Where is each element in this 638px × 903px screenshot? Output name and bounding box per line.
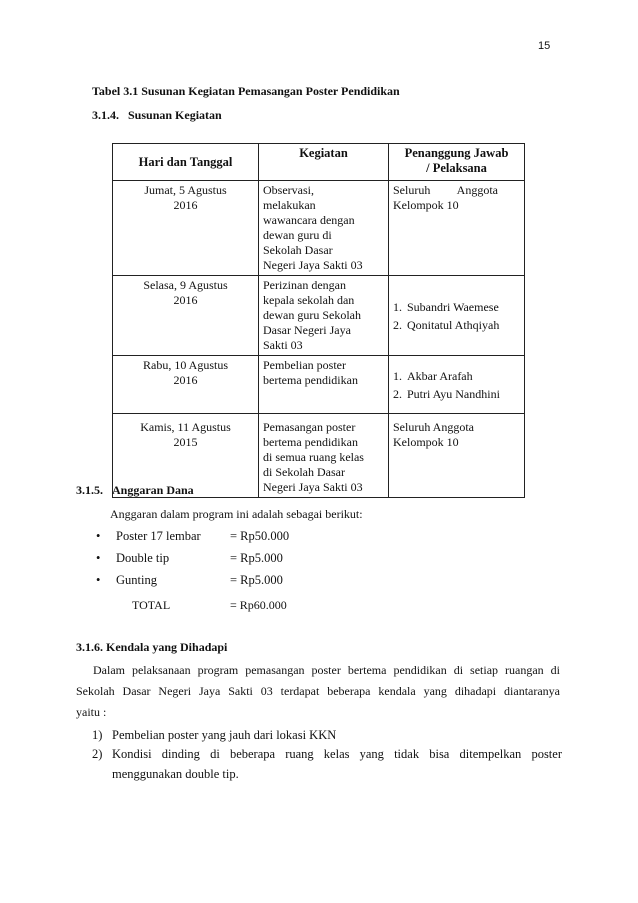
activity-line: dewan guru di (263, 228, 332, 242)
activity-cell (259, 414, 389, 498)
activity-line: Negeri Jaya Sakti 03 (263, 480, 363, 494)
activity-line: di Sekolah Dasar (263, 465, 345, 479)
budget-item-value: = Rp50.000 (230, 529, 290, 543)
activity-line: di semua ruang kelas (263, 450, 364, 464)
obstacle-item (92, 744, 562, 784)
pic-line: Kelompok 10 (393, 435, 459, 449)
section-3-1-5-heading (76, 483, 194, 498)
budget-item-label: Poster 17 lembar (116, 529, 201, 543)
header-activity: Kegiatan (259, 144, 389, 181)
budget-item (96, 573, 283, 588)
date-cell (113, 276, 259, 356)
list-item (393, 385, 520, 403)
obstacle-text: Pembelian poster yang jauh dari lokasi KKN (112, 728, 337, 742)
date-line: Kamis, 11 Agustus (140, 420, 231, 434)
budget-item (96, 529, 289, 544)
date-line: 2016 (173, 198, 198, 212)
activity-line: Negeri Jaya Sakti 03 (263, 258, 363, 272)
header-date: Hari dan Tanggal (113, 144, 259, 181)
table-row (113, 276, 525, 356)
list-number: 1) (92, 728, 103, 742)
budget-item-value: = Rp5.000 (230, 573, 283, 587)
budget-total-label: TOTAL (132, 598, 171, 612)
table-caption: Tabel 3.1 Susunan Kegiatan Pemasangan Poster Pendidikan (92, 84, 400, 98)
activity-line: Sakti 03 (263, 338, 303, 352)
list-number: 2. (393, 386, 402, 401)
budget-item-label: Gunting (116, 573, 157, 587)
section-number: 3.1.5. (76, 483, 103, 497)
bullet-icon: • (96, 551, 101, 565)
bullet-icon: • (96, 573, 101, 587)
activity-line: dewan guru Sekolah (263, 308, 361, 322)
pic-line: Seluruh Anggota (393, 420, 474, 434)
list-item (393, 367, 520, 385)
activity-line: Pemasangan poster (263, 420, 356, 434)
activity-line: Perizinan dengan (263, 278, 346, 292)
activity-line: bertema pendidikan (263, 373, 358, 387)
table-header-row (113, 144, 525, 181)
pic-name: Subandri Waemese (407, 299, 499, 314)
activity-line: Observasi, (263, 183, 314, 197)
list-number: 2) (92, 747, 103, 761)
date-line: 2016 (173, 293, 198, 307)
section-title: Susunan Kegiatan (128, 108, 222, 122)
paragraph-line: Dalam pelaksanaan program pemasangan poster bertema pendidikan di setiap ruangan di (93, 663, 560, 677)
budget-total-value: = Rp60.000 (230, 598, 287, 612)
list-number: 1. (393, 368, 402, 383)
budget-intro: Anggaran dalam program ini adalah sebagai berikut: (110, 507, 363, 521)
obstacle-text (112, 744, 562, 784)
pic-line: Seluruh Anggota (393, 183, 498, 197)
pic-list (393, 298, 520, 334)
pic-cell (389, 356, 525, 414)
date-cell (113, 356, 259, 414)
obstacle-line: menggunakan double tip. (112, 767, 239, 781)
pic-name: Qonitatul Athqiyah (407, 317, 500, 332)
activity-line: wawancara dengan (263, 213, 355, 227)
date-line: Rabu, 10 Agustus (142, 358, 228, 372)
activity-line: kepala sekolah dan (263, 293, 355, 307)
pic-cell (389, 414, 525, 498)
bullet-icon: • (96, 529, 101, 543)
budget-item-value: = Rp5.000 (230, 551, 283, 565)
pic-cell (389, 181, 525, 276)
activity-line: Pembelian poster (263, 358, 346, 372)
list-number: 2. (393, 317, 402, 332)
pic-cell (389, 276, 525, 356)
pic-name: Akbar Arafah (407, 368, 473, 383)
date-line: Selasa, 9 Agustus (143, 278, 228, 292)
table-row (113, 181, 525, 276)
paragraph-line: yaitu : (76, 705, 107, 719)
list-item (393, 298, 520, 316)
section-number: 3.1.4. (92, 108, 119, 122)
list-number: 1. (393, 299, 402, 314)
paragraph-line: Sekolah Dasar Negeri Jaya Sakti 03 terdapat beberapa kendala yang dihadapi diantaranya (76, 684, 560, 698)
activity-line: bertema pendidikan (263, 435, 358, 449)
list-item (393, 316, 520, 334)
date-cell (113, 181, 259, 276)
date-line: Jumat, 5 Agustus (144, 183, 227, 197)
pic-line: Kelompok 10 (393, 198, 459, 212)
obstacle-line: Kondisi dinding di beberapa ruang kelas yang tidak bisa ditempelkan poster (112, 747, 562, 761)
activity-line: Dasar Negeri Jaya (263, 323, 351, 337)
activity-line: melakukan (263, 198, 316, 212)
activity-cell (259, 276, 389, 356)
obstacle-item (92, 725, 562, 745)
activity-cell (259, 356, 389, 414)
pic-name: Putri Ayu Nandhini (407, 386, 500, 401)
pic-list (393, 367, 520, 403)
page-number: 15 (538, 40, 551, 52)
section-title: Anggaran Dana (112, 483, 194, 497)
budget-item (96, 551, 283, 566)
activity-line: Sekolah Dasar (263, 243, 333, 257)
activity-schedule-table (112, 143, 525, 498)
activity-cell (259, 181, 389, 276)
section-3-1-4-heading (92, 108, 222, 123)
table-row (113, 356, 525, 414)
date-line: 2016 (173, 373, 198, 387)
obstacles-paragraph (76, 660, 560, 723)
date-line: 2015 (173, 435, 198, 449)
header-pic: Penanggung Jawab / Pelaksana (389, 144, 525, 181)
budget-item-label: Double tip (116, 551, 170, 565)
section-3-1-6-heading: 3.1.6. Kendala yang Dihadapi (76, 640, 228, 654)
